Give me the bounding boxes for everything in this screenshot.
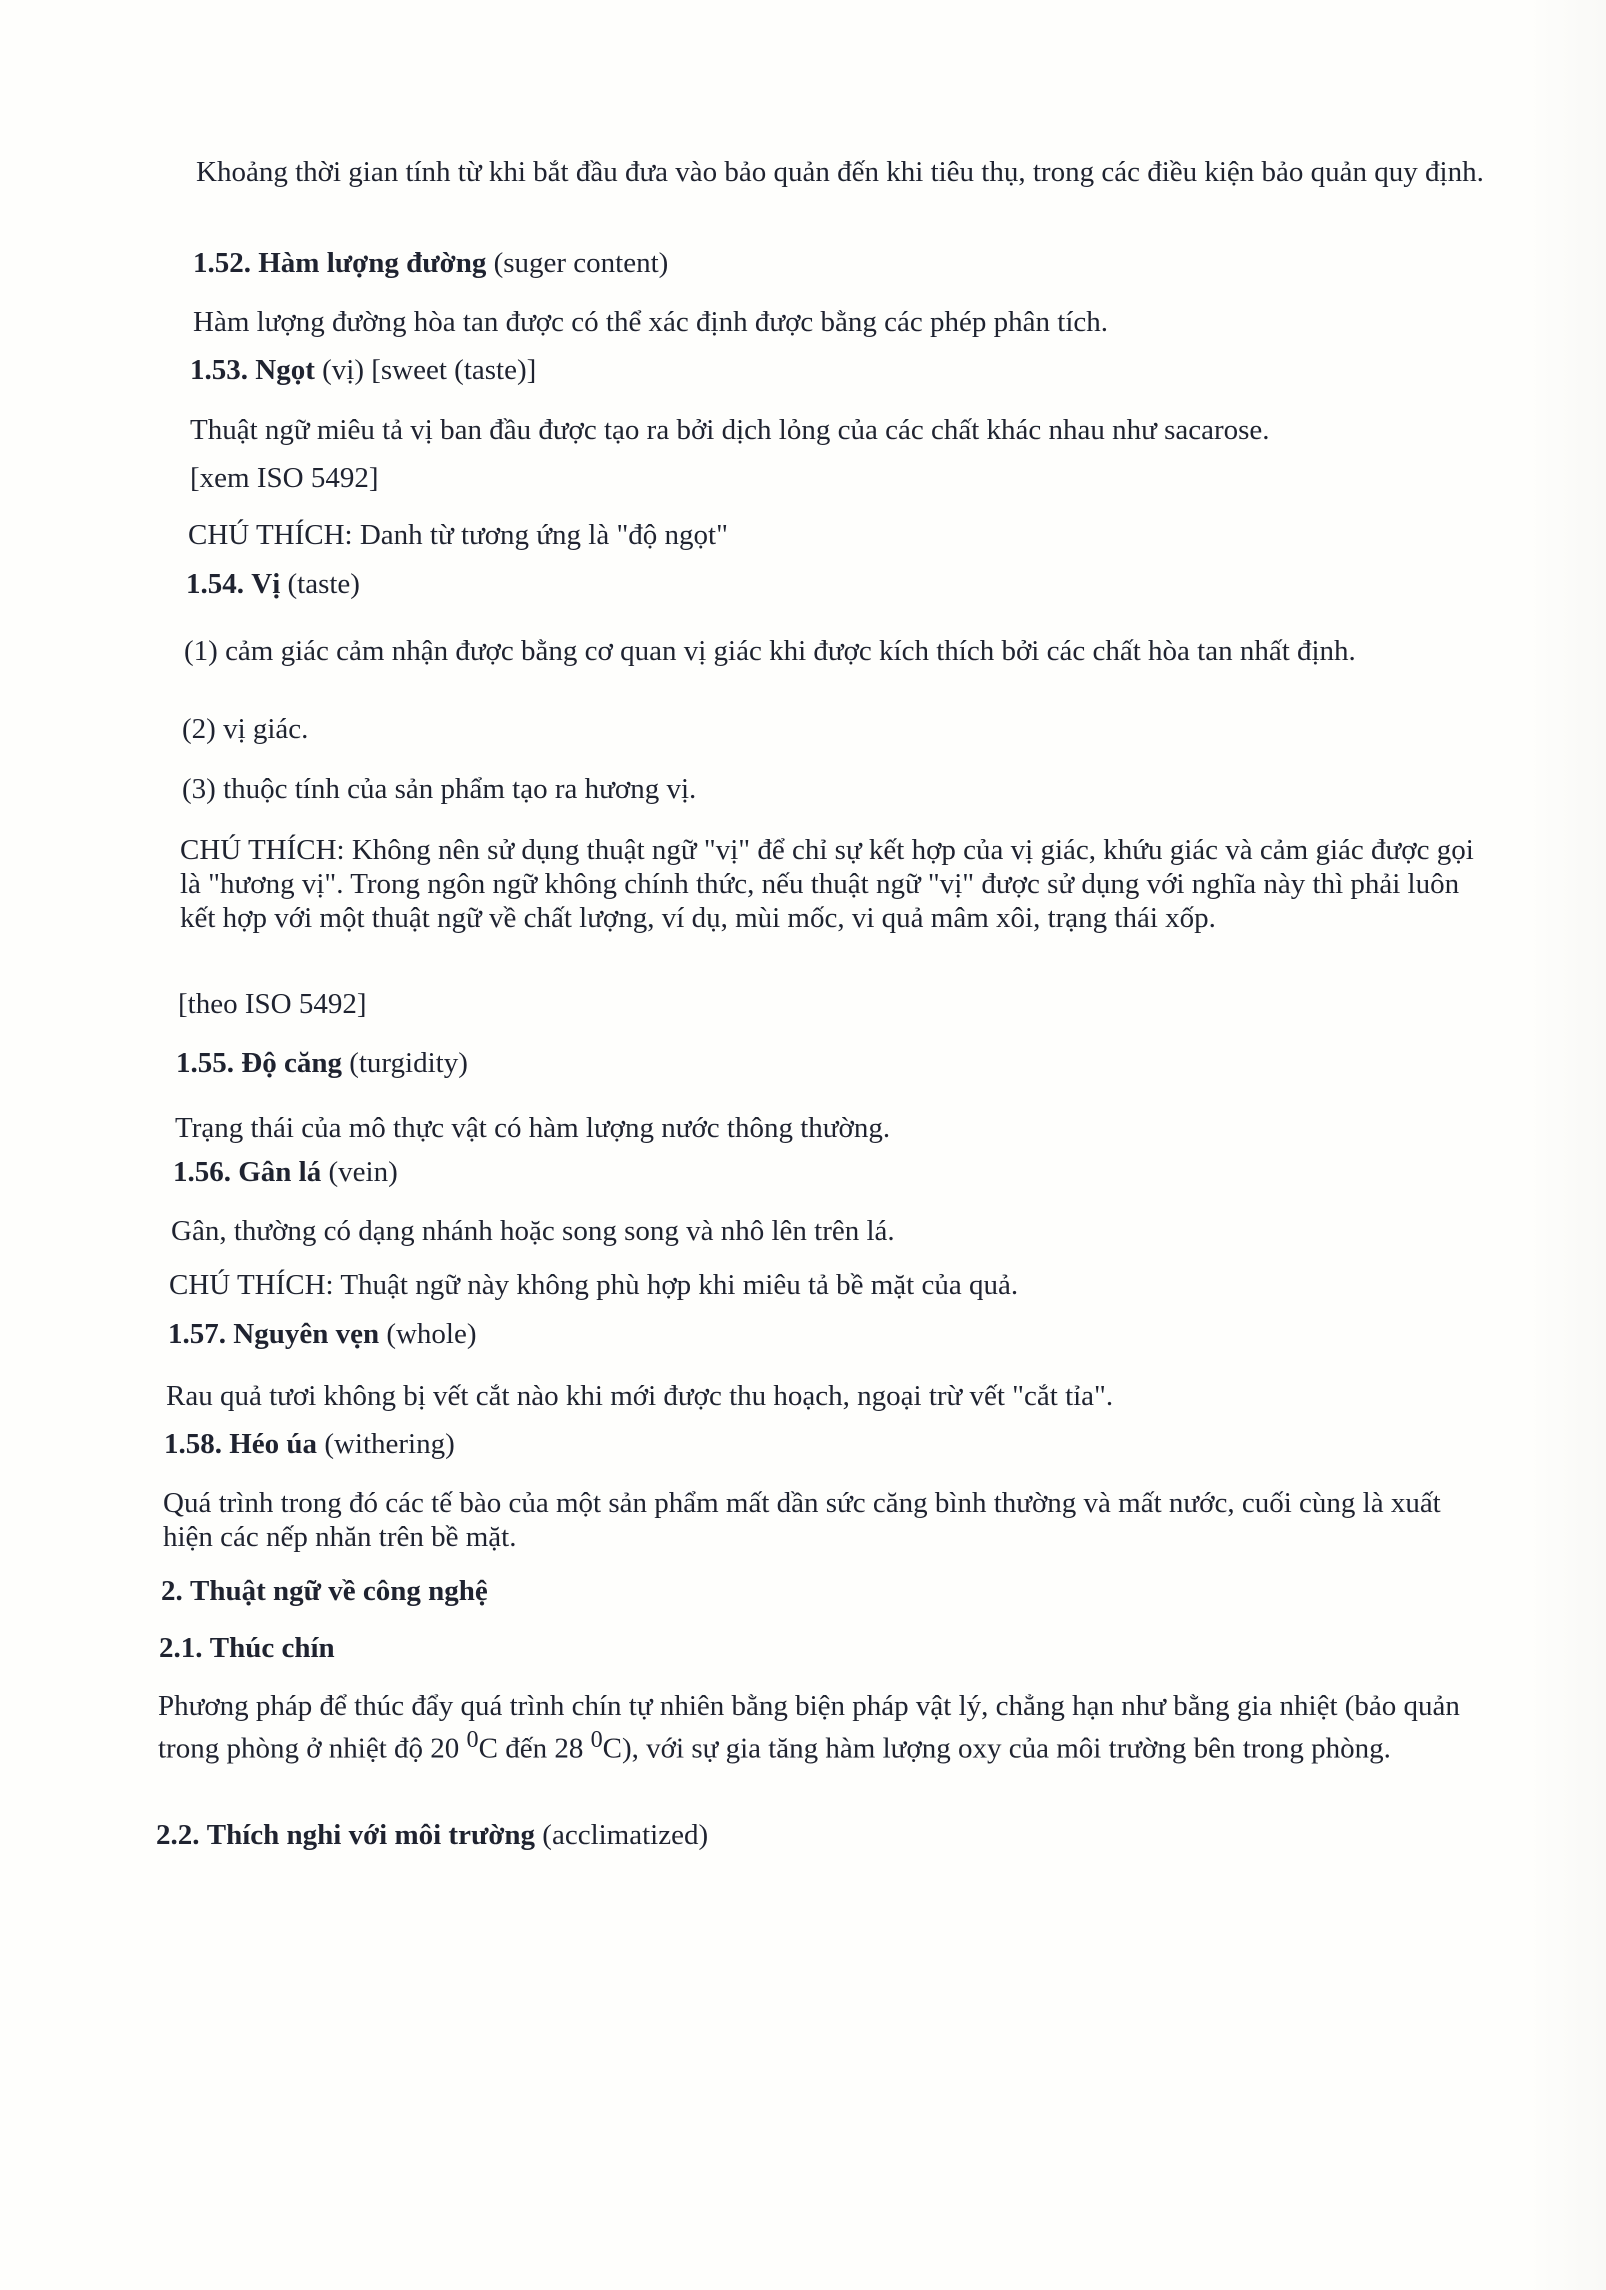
section-heading: 1.56. Gân lá (vein): [173, 1156, 398, 1188]
section-heading: 2. Thuật ngữ về công nghệ: [161, 1575, 488, 1607]
section-heading: 2.2. Thích nghi với môi trường (acclimatized): [156, 1819, 709, 1851]
note: CHÚ THÍCH: Danh từ tương ứng là "độ ngọt": [188, 519, 728, 551]
paragraph: (2) vị giác.: [182, 713, 309, 745]
paragraph: [theo ISO 5492]: [178, 988, 367, 1020]
paragraph: Trạng thái của mô thực vật có hàm lượng nước thông thường.: [175, 1112, 891, 1144]
paragraph: [xem ISO 5492]: [190, 462, 379, 494]
section-heading: 1.53. Ngọt (vị) [sweet (taste)]: [190, 354, 537, 386]
paragraph: Khoảng thời gian tính từ khi bắt đầu đưa vào bảo quản đến khi tiêu thụ, trong các điều kiện bảo quản quy định.: [196, 156, 1484, 188]
section-heading: 1.54. Vị (taste): [186, 568, 360, 600]
section-heading: 1.57. Nguyên vẹn (whole): [168, 1318, 477, 1350]
paragraph: (1) cảm giác cảm nhận được bằng cơ quan vị giác khi được kích thích bởi các chất hòa tan nhất định.: [184, 635, 1356, 667]
section-heading: 1.55. Độ căng (turgidity): [176, 1047, 468, 1079]
paragraph: Quá trình trong đó các tế bào của một sản phẩm mất dần sức căng bình thường và mất nước, cuối cùng là xuất hiện các nếp nhăn trên bề mặt.: [163, 1487, 1441, 1553]
section-heading: 1.52. Hàm lượng đường (suger content): [193, 247, 669, 279]
paragraph: Phương pháp để thúc đẩy quá trình chín tự nhiên bằng biện pháp vật lý, chẳng hạn như bằng gia nhiệt (bảo quản trong phòng ở nhiệt độ 20 $^0$C đến 28 $^0$C), với sự gia tăng hàm lượng oxy của môi trường bên trong phòng.: [158, 1690, 1460, 1765]
paragraph: Hàm lượng đường hòa tan được có thể xác định được bằng các phép phân tích.: [193, 306, 1109, 338]
note: CHÚ THÍCH: Không nên sử dụng thuật ngữ "vị" để chỉ sự kết hợp của vị giác, khứu giác và cảm giác được gọi là "hương vị". Trong ngôn ngữ không chính thức, nếu thuật ngữ "vị" được sử dụng với nghĩa này thì phải luôn kết hợp với một thuật ngữ về chất lượng, ví dụ, mùi mốc, vi quả mâm xôi, trạng thái xốp.: [180, 834, 1474, 934]
paragraph: Gân, thường có dạng nhánh hoặc song song và nhô lên trên lá.: [171, 1215, 895, 1247]
paragraph: (3) thuộc tính của sản phẩm tạo ra hương vị.: [182, 773, 697, 805]
section-heading: 1.58. Héo úa (withering): [164, 1428, 455, 1460]
paragraph: Rau quả tươi không bị vết cắt nào khi mới được thu hoạch, ngoại trừ vết "cắt tỉa".: [166, 1380, 1114, 1412]
paragraph: Thuật ngữ miêu tả vị ban đầu được tạo ra bởi dịch lỏng của các chất khác nhau như sacarose.: [190, 414, 1270, 446]
note: CHÚ THÍCH: Thuật ngữ này không phù hợp khi miêu tả bề mặt của quả.: [169, 1269, 1019, 1301]
section-heading: 2.1. Thúc chín: [159, 1632, 335, 1664]
